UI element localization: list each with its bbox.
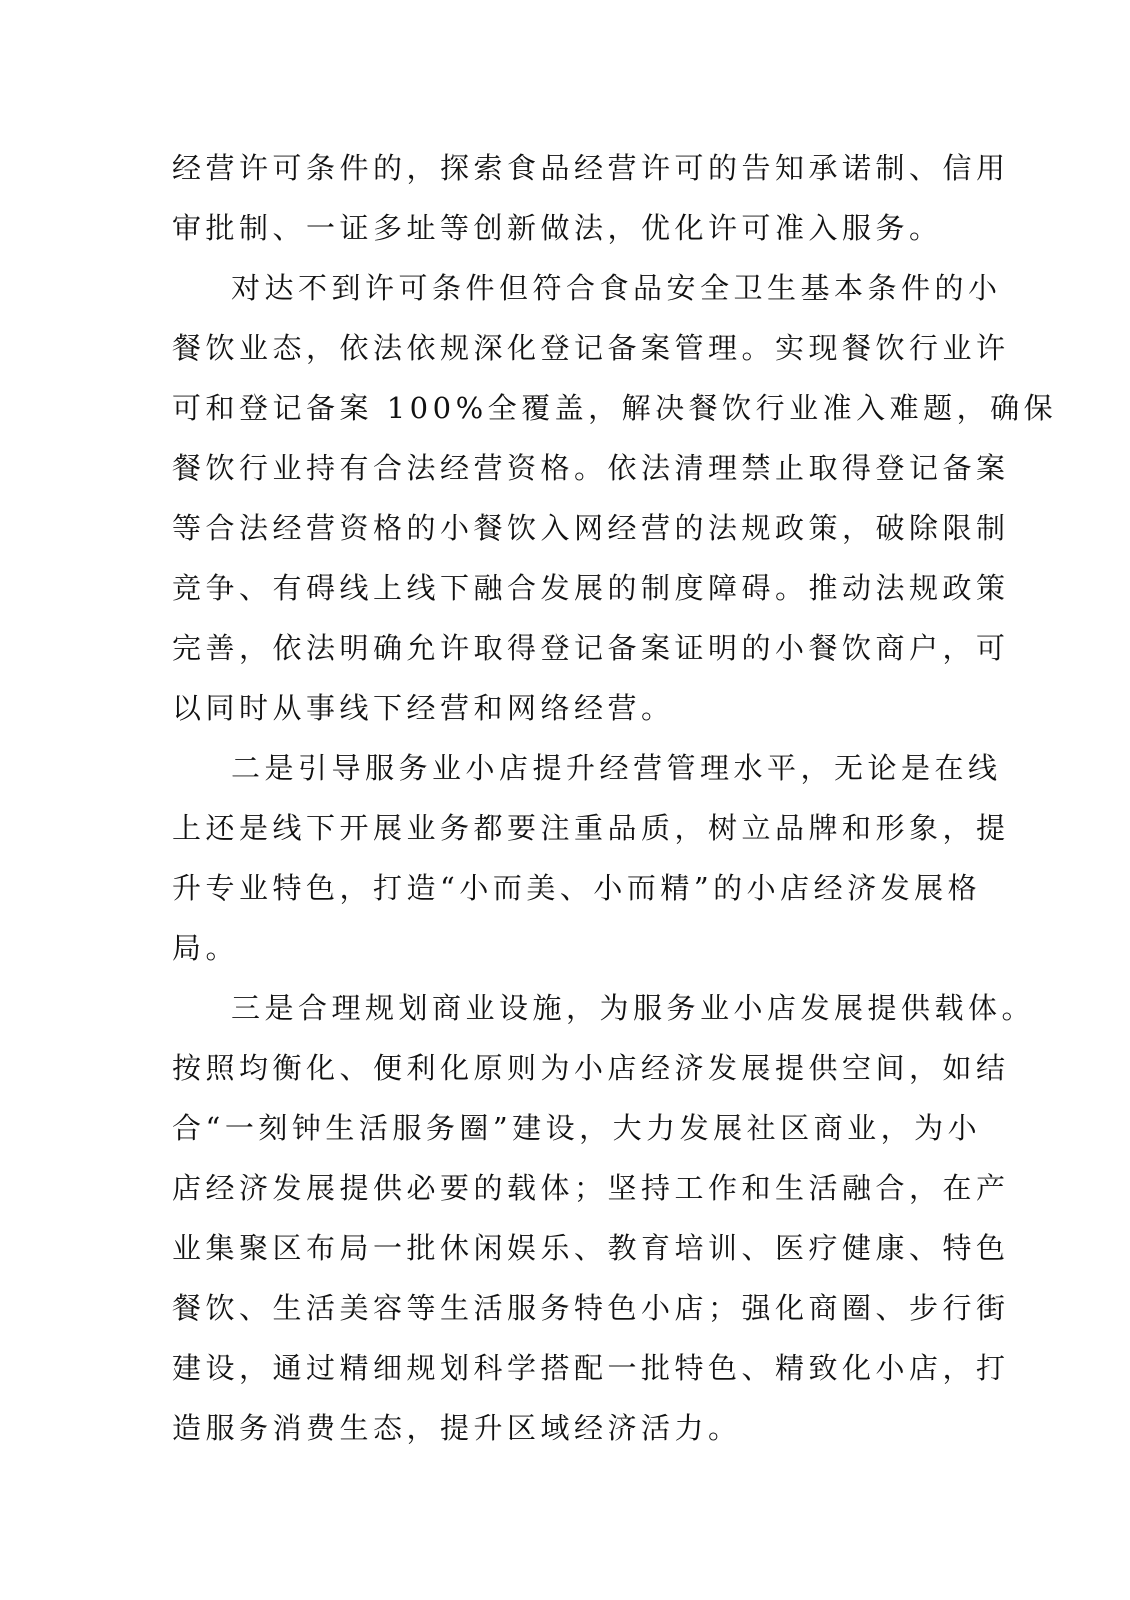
text-line: 店经济发展提供必要的载体；坚持工作和生活融合，在产 bbox=[172, 1171, 1010, 1205]
text-line: 按照均衡化、便利化原则为小店经济发展提供空间，如结 bbox=[172, 1051, 1010, 1085]
text-line: 三是合理规划商业设施，为服务业小店发展提供载体。 bbox=[231, 991, 1036, 1025]
text-line: 建设，通过精细规划科学搭配一批特色、精致化小店，打 bbox=[172, 1351, 1010, 1385]
text-line: 餐饮业态，依法依规深化登记备案管理。实现餐饮行业许 bbox=[172, 331, 1010, 365]
text-line: 以同时从事线下经营和网络经营。 bbox=[172, 691, 675, 725]
text-line: 审批制、一证多址等创新做法，优化许可准入服务。 bbox=[172, 211, 943, 245]
text-line: 餐饮、生活美容等生活服务特色小店；强化商圈、步行街 bbox=[172, 1291, 1010, 1325]
text-line: 二是引导服务业小店提升经营管理水平，无论是在线 bbox=[231, 751, 1002, 785]
text-line: 餐饮行业持有合法经营资格。依法清理禁止取得登记备案 bbox=[172, 451, 1010, 485]
text-line: 局。 bbox=[172, 931, 240, 965]
text-line: 经营许可条件的，探索食品经营许可的告知承诺制、信用 bbox=[172, 151, 1010, 185]
text-line: 升专业特色，打造“小而美、小而精”的小店经济发展格 bbox=[172, 871, 982, 905]
text-line: 完善，依法明确允许取得登记备案证明的小餐饮商户，可 bbox=[172, 631, 1010, 665]
text-line: 业集聚区布局一批休闲娱乐、教育培训、医疗健康、特色 bbox=[172, 1231, 1010, 1265]
text-line: 造服务消费生态，提升区域经济活力。 bbox=[172, 1411, 742, 1445]
text-line: 合“一刻钟生活服务圈”建设，大力发展社区商业，为小 bbox=[172, 1111, 982, 1145]
text-line: 可和登记备案 100%全覆盖，解决餐饮行业准入难题，确保 bbox=[172, 391, 1058, 425]
text-line: 等合法经营资格的小餐饮入网经营的法规政策，破除限制 bbox=[172, 511, 1010, 545]
text-line: 上还是线下开展业务都要注重品质，树立品牌和形象，提 bbox=[172, 811, 1010, 845]
text-line: 对达不到许可条件但符合食品安全卫生基本条件的小 bbox=[231, 271, 1002, 305]
text-line: 竞争、有碍线上线下融合发展的制度障碍。推动法规政策 bbox=[172, 571, 1010, 605]
